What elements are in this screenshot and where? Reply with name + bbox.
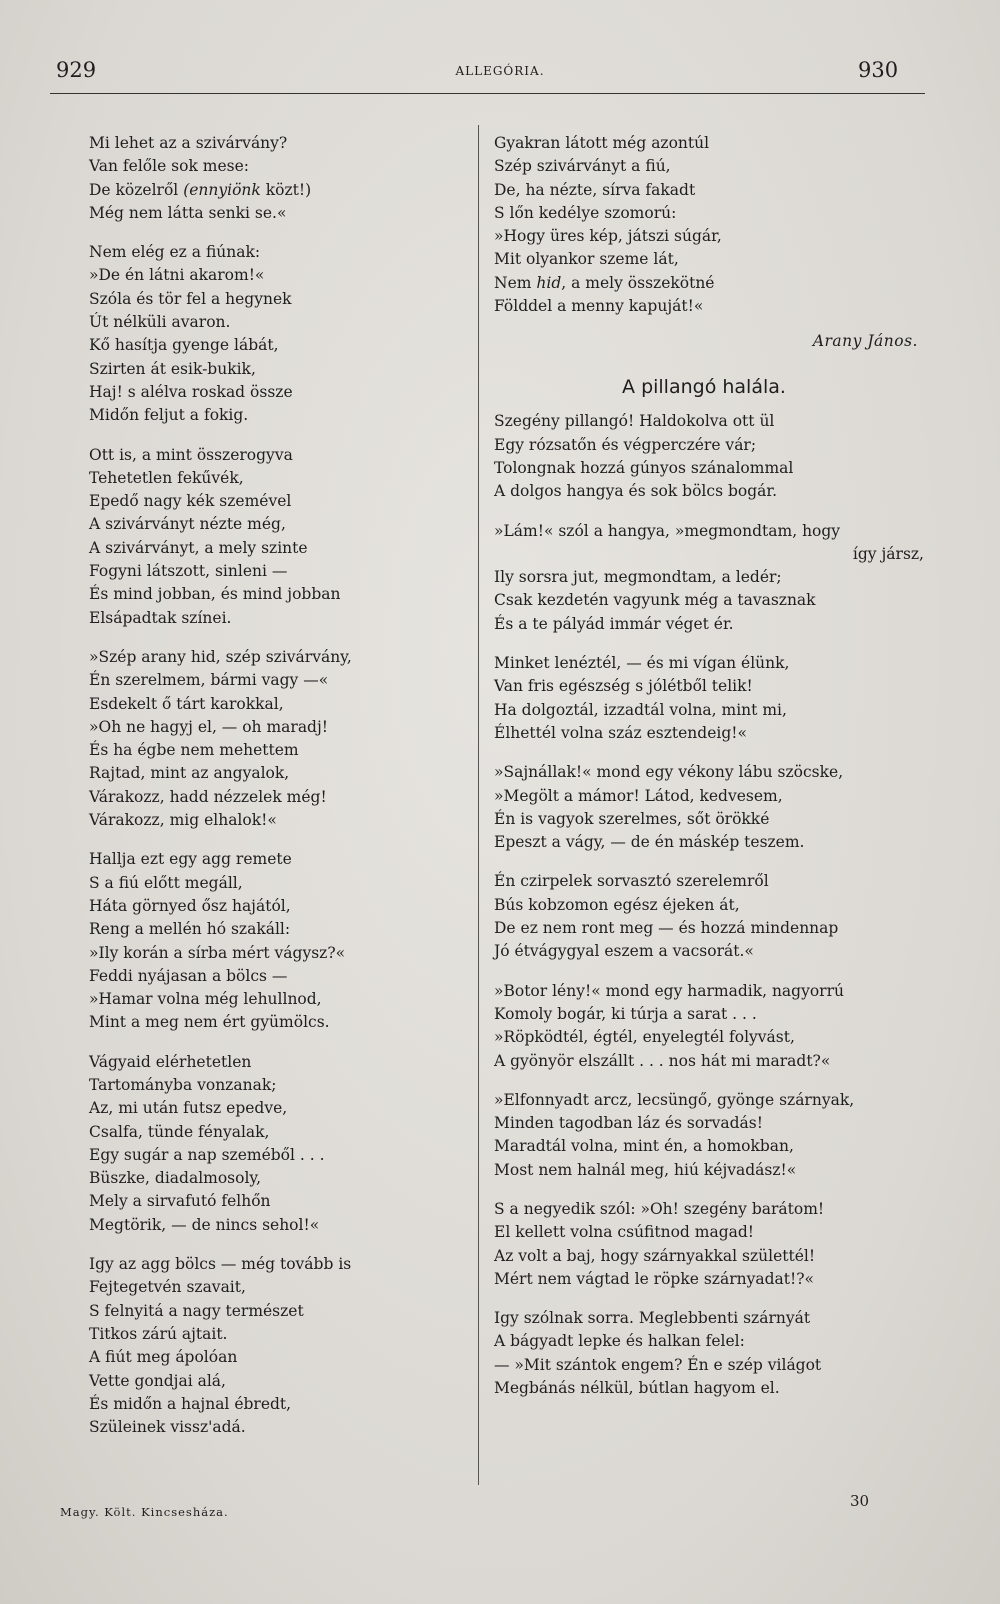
line-text: De közelről <box>89 180 184 199</box>
line-text: »Megölt a mámor! Látod, kedvesem, <box>494 786 783 805</box>
line-text: Fogyni látszott, sinleni — <box>89 562 288 581</box>
verse-line <box>89 762 469 785</box>
line-text: Jó étvágygyal eszem a vacsorát.« <box>494 942 754 961</box>
verse-line <box>494 894 924 917</box>
line-text: Mely a sirvafutó felhőn <box>89 1192 271 1211</box>
sheet-number: 30 <box>850 1492 870 1510</box>
stanza <box>494 980 924 1073</box>
verse-line <box>494 722 924 745</box>
running-title: ALLEGÓRIA. <box>455 64 545 78</box>
line-text: Tartományba vonzanak; <box>89 1075 277 1094</box>
verse-line <box>89 444 469 467</box>
line-text: Titkos zárú ajtait. <box>89 1324 228 1343</box>
verse-line <box>494 295 924 318</box>
verse-line <box>494 1245 924 1268</box>
stanza <box>494 132 924 318</box>
line-text: »De én látni akarom!« <box>89 266 265 285</box>
line-text: Ha dolgoztál, izzadtál volna, mint mi, <box>494 700 787 719</box>
verse-line <box>89 467 469 490</box>
verse-line <box>494 675 924 698</box>
verse-line <box>89 1011 469 1034</box>
verse-line <box>494 410 924 433</box>
line-text: Szegény pillangó! Haldokolva ott ül <box>494 412 775 431</box>
line-text: Egy rózsatőn és végperczére vár; <box>494 435 757 454</box>
line-text: Ily sorsra jut, megmondtam, a ledér; <box>494 568 782 587</box>
stanza <box>89 241 469 427</box>
verse-line <box>89 1346 469 1369</box>
verse-line <box>494 248 924 271</box>
line-text: Fejtegetvén szavait, <box>89 1278 246 1297</box>
line-text: — »Mit szántok engem? Én e szép világot <box>494 1355 822 1374</box>
line-text: Hallja ezt egy agg remete <box>89 850 292 869</box>
verse-line <box>89 646 469 669</box>
line-text: Csalfa, tünde fényalak, <box>89 1122 270 1141</box>
line-text: S a negyedik szól: »Oh! szegény barátom! <box>494 1199 825 1218</box>
line-text: Van felőle sok mese: <box>89 157 250 176</box>
line-text: Esdekelt ő tárt karokkal, <box>89 694 284 713</box>
verse-line <box>494 457 924 480</box>
line-text: Ott is, a mint összerogyva <box>89 445 293 464</box>
verse-line <box>494 520 924 543</box>
verse-line <box>494 202 924 225</box>
verse-line <box>89 669 469 692</box>
line-text: Szüleinek vissz'adá. <box>89 1418 246 1437</box>
line-text: Gyakran látott még azontúl <box>494 134 710 152</box>
line-text: »Botor lény!« mond egy harmadik, nagyorrú <box>494 981 844 1000</box>
line-text: Midőn feljut a fokig. <box>89 406 249 425</box>
verse-line <box>494 155 924 178</box>
line-text: S felnyitá a nagy természet <box>89 1301 304 1320</box>
line-text: És ha égbe nem mehettem <box>89 741 299 760</box>
line-text: De, ha nézte, sírva fakadt <box>494 180 696 199</box>
line-text: A gyönyör elszállt . . . nos hát mi maradt?« <box>494 1051 831 1070</box>
stanza <box>494 410 924 503</box>
line-text: Elsápadtak színei. <box>89 608 232 627</box>
italic-word: (ennyiönk <box>183 180 261 199</box>
stanza <box>89 444 469 630</box>
line-text: »Lám!« szól a hangya, »megmondtam, hogy <box>494 521 841 540</box>
line-text: Szép szivárványt a fiú, <box>494 157 671 176</box>
stanza <box>89 1253 469 1439</box>
column-divider <box>478 125 479 1485</box>
line-text: Haj! s alélva roskad össze <box>89 382 293 401</box>
line-text: Tolongnak hozzá gúnyos szánalommal <box>494 458 794 477</box>
verse-line <box>494 1112 924 1135</box>
stanza <box>89 646 469 832</box>
line-text: Van fris egészség s jólétből telik! <box>494 677 753 696</box>
verse-line <box>89 607 469 630</box>
line-text: Az volt a baj, hogy szárnyakkal születtél! <box>494 1246 816 1265</box>
stanza <box>494 1198 924 1291</box>
verse-line <box>89 311 469 334</box>
verse-line <box>494 870 924 893</box>
line-text: , a mely összekötné <box>561 273 715 292</box>
line-text: közt!) <box>260 180 312 199</box>
author-signature: Arany János. <box>812 332 918 351</box>
verse-line <box>494 566 924 589</box>
verse-line <box>494 1050 924 1073</box>
verse-line <box>89 786 469 809</box>
line-text: A dolgos hangya és sok bölcs bogár. <box>494 482 778 501</box>
verse-line <box>494 1377 924 1400</box>
verse-line <box>494 434 924 457</box>
verse-line <box>494 613 924 636</box>
verse-line <box>89 179 469 202</box>
line-text: Szirten át esik-bukik, <box>89 359 256 378</box>
line-text: Még nem látta senki se.« <box>89 203 287 222</box>
line-text: Tehetetlen fekűvék, <box>89 468 244 487</box>
verse-line <box>89 404 469 427</box>
verse-line <box>494 808 924 831</box>
line-text: Nem elég ez a fiúnak: <box>89 243 261 262</box>
verse-line <box>89 918 469 941</box>
line-text: Én szerelmem, bármi vagy —« <box>89 671 329 690</box>
verse-line <box>89 872 469 895</box>
verse-line <box>494 831 924 854</box>
verse-line <box>89 1097 469 1120</box>
verse-line <box>89 809 469 832</box>
line-text: »Röpködtél, égtél, enyelegtél folyvást, <box>494 1028 795 1047</box>
line-text: Büszke, diadalmosoly, <box>89 1169 262 1188</box>
verse-line <box>89 560 469 583</box>
verse-line <box>89 1416 469 1439</box>
verse-line <box>89 537 469 560</box>
line-text: A fiút meg ápolóan <box>89 1348 238 1367</box>
page-number-left: 929 <box>56 58 97 82</box>
verse-line <box>89 848 469 871</box>
line-text: Egy sugár a nap szeméből . . . <box>89 1145 325 1164</box>
line-text: Mi lehet az a szivárvány? <box>89 134 288 152</box>
verse-line <box>89 381 469 404</box>
verse-line <box>494 1089 924 1112</box>
verse-line <box>494 132 924 155</box>
verse-line <box>494 785 924 808</box>
line-text: Vette gondjai alá, <box>89 1371 226 1390</box>
line-text: De ez nem ront meg — és hozzá mindennap <box>494 919 839 938</box>
stanza <box>89 1051 469 1237</box>
verse-line <box>89 1144 469 1167</box>
verse-line <box>89 264 469 287</box>
line-text: Kő hasítja gyenge lábát, <box>89 336 279 355</box>
line-text: így jársz, <box>852 544 924 563</box>
line-text: Megbánás nélkül, bútlan hagyom el. <box>494 1379 780 1398</box>
verse-line <box>89 202 469 225</box>
line-text: És mind jobban, és mind jobban <box>89 585 341 604</box>
page-number-right: 930 <box>858 58 899 82</box>
line-text: Igy az agg bölcs — még tovább is <box>89 1255 352 1274</box>
line-text: Út nélküli avaron. <box>89 313 231 332</box>
verse-line <box>494 1268 924 1291</box>
verse-line <box>494 761 924 784</box>
verse-line <box>89 739 469 762</box>
line-text: Minden tagodban láz és sorvadás! <box>494 1114 763 1133</box>
verse-line <box>89 241 469 264</box>
line-text: »Oh ne hagyj el, — oh maradj! <box>89 717 329 736</box>
line-text: Bús kobzomon egész éjeken át, <box>494 895 740 914</box>
verse-line <box>494 1135 924 1158</box>
line-text: Komoly bogár, ki túrja a sarat . . . <box>494 1004 757 1023</box>
line-text: Várakozz, mig elhalok!« <box>89 811 277 830</box>
verse-line <box>494 940 924 963</box>
verse-line <box>494 480 924 503</box>
poem-arany-ending <box>494 132 924 318</box>
line-text: És midőn a hajnal ébredt, <box>89 1394 292 1413</box>
verse-line <box>89 942 469 965</box>
verse-line <box>494 1354 924 1377</box>
line-text: Csak kezdetén vagyunk még a tavasznak <box>494 591 816 610</box>
verse-line <box>89 988 469 1011</box>
line-text: Én czirpelek sorvasztó szerelemről <box>494 872 769 891</box>
line-text: »Ily korán a sírba mért vágysz?« <box>89 943 346 962</box>
footer-signature: Magy. Költ. Kincsesháza. <box>60 1505 229 1519</box>
line-text: El kellett volna csúfitnod magad! <box>494 1223 755 1242</box>
line-text: Mint a meg nem ért gyümölcs. <box>89 1013 330 1032</box>
stanza <box>494 761 924 854</box>
verse-line <box>89 513 469 536</box>
line-text: Nem <box>494 273 537 292</box>
line-text: »Elfonnyadt arcz, lecsüngő, gyönge szárnyak, <box>494 1090 855 1109</box>
stanza <box>494 652 924 745</box>
line-text: »Hamar volna még lehullnod, <box>89 990 322 1009</box>
verse-line <box>494 1026 924 1049</box>
verse-line <box>494 1198 924 1221</box>
stanza <box>494 870 924 963</box>
verse-line <box>494 179 924 202</box>
italic-word: hid <box>536 273 562 292</box>
verse-line <box>494 1159 924 1182</box>
line-text: Várakozz, hadd nézzelek még! <box>89 787 327 806</box>
verse-line <box>89 358 469 381</box>
verse-line <box>494 1307 924 1330</box>
verse-line <box>494 980 924 1003</box>
line-text: Mért nem vágtad le röpke szárnyadat!?« <box>494 1269 815 1288</box>
line-text: Élhettél volna száz esztendeig!« <box>494 723 747 742</box>
verse-line <box>89 1190 469 1213</box>
verse-line <box>89 155 469 178</box>
verse-line <box>494 1003 924 1026</box>
line-text: Szóla és tör fel a hegynek <box>89 289 292 308</box>
line-text: Epedő nagy kék szemével <box>89 492 292 511</box>
line-text: Rajtad, mint az angyalok, <box>89 764 290 783</box>
verse-line <box>89 1276 469 1299</box>
verse-line <box>89 1370 469 1393</box>
stanza <box>494 1089 924 1182</box>
stanza <box>494 520 924 636</box>
poem-pillango <box>494 410 924 1400</box>
line-text: »Sajnállak!« mond egy vékony lábu szöcske, <box>494 763 844 782</box>
verse-line <box>89 1393 469 1416</box>
line-text: Epeszt a vágy, — de én máskép teszem. <box>494 833 805 852</box>
line-text: Háta görnyed ősz hajától, <box>89 896 291 915</box>
line-text: Én is vagyok szerelmes, sőt örökké <box>494 809 770 828</box>
line-text: Igy szólnak sorra. Meglebbenti szárnyát <box>494 1309 811 1328</box>
verse-line <box>494 1330 924 1353</box>
line-text: Megtörik, — de nincs sehol!« <box>89 1215 320 1234</box>
verse-line <box>494 225 924 248</box>
line-text: A szivárványt, a mely szinte <box>89 538 308 557</box>
verse-line <box>89 334 469 357</box>
verse-line <box>494 589 924 612</box>
verse-line <box>89 1323 469 1346</box>
verse-line <box>89 1253 469 1276</box>
verse-line <box>494 543 924 566</box>
line-text: Most nem halnál meg, hiú kéjvadász!« <box>494 1160 797 1179</box>
verse-line <box>494 1221 924 1244</box>
line-text: A bágyadt lepke és halkan felel: <box>494 1332 745 1351</box>
verse-line <box>89 1214 469 1237</box>
stanza <box>494 1307 924 1400</box>
verse-line <box>89 583 469 606</box>
left-column <box>89 132 469 1455</box>
verse-line <box>494 699 924 722</box>
verse-line <box>89 716 469 739</box>
stanza <box>89 132 469 225</box>
line-text: Minket lenéztél, — és mi vígan élünk, <box>494 654 790 673</box>
verse-line <box>494 652 924 675</box>
verse-line <box>89 1051 469 1074</box>
verse-line <box>89 1300 469 1323</box>
line-text: »Hogy üres kép, játszi súgár, <box>494 227 722 246</box>
line-text: És a te pályád immár véget ér. <box>494 614 734 633</box>
line-text: Az, mi után futsz epedve, <box>89 1099 288 1118</box>
line-text: S a fiú előtt megáll, <box>89 873 243 892</box>
right-column <box>494 132 924 1416</box>
verse-line <box>89 288 469 311</box>
verse-line <box>89 1167 469 1190</box>
verse-line <box>89 895 469 918</box>
verse-line <box>89 1074 469 1097</box>
line-text: Feddi nyájasan a bölcs — <box>89 966 288 985</box>
line-text: Földdel a menny kapuját!« <box>494 297 704 316</box>
line-text: »Szép arany hid, szép szivárvány, <box>89 647 352 666</box>
verse-line <box>89 132 469 155</box>
line-text: Reng a mellén hó szakáll: <box>89 920 291 939</box>
header-rule <box>50 93 925 94</box>
line-text: Mit olyankor szeme lát, <box>494 250 679 269</box>
line-text: Vágyaid elérhetetlen <box>89 1052 252 1071</box>
verse-line <box>89 490 469 513</box>
verse-line <box>89 965 469 988</box>
stanza <box>89 848 469 1034</box>
line-text: Maradtál volna, mint én, a homokban, <box>494 1137 794 1156</box>
poem-title: A pillangó halála. <box>622 376 786 399</box>
line-text: S lőn kedélye szomorú: <box>494 203 677 222</box>
verse-line <box>494 272 924 295</box>
page-header <box>0 58 1000 88</box>
verse-line <box>494 917 924 940</box>
verse-line <box>89 1121 469 1144</box>
line-text: A szivárványt nézte még, <box>89 515 286 534</box>
verse-line <box>89 693 469 716</box>
